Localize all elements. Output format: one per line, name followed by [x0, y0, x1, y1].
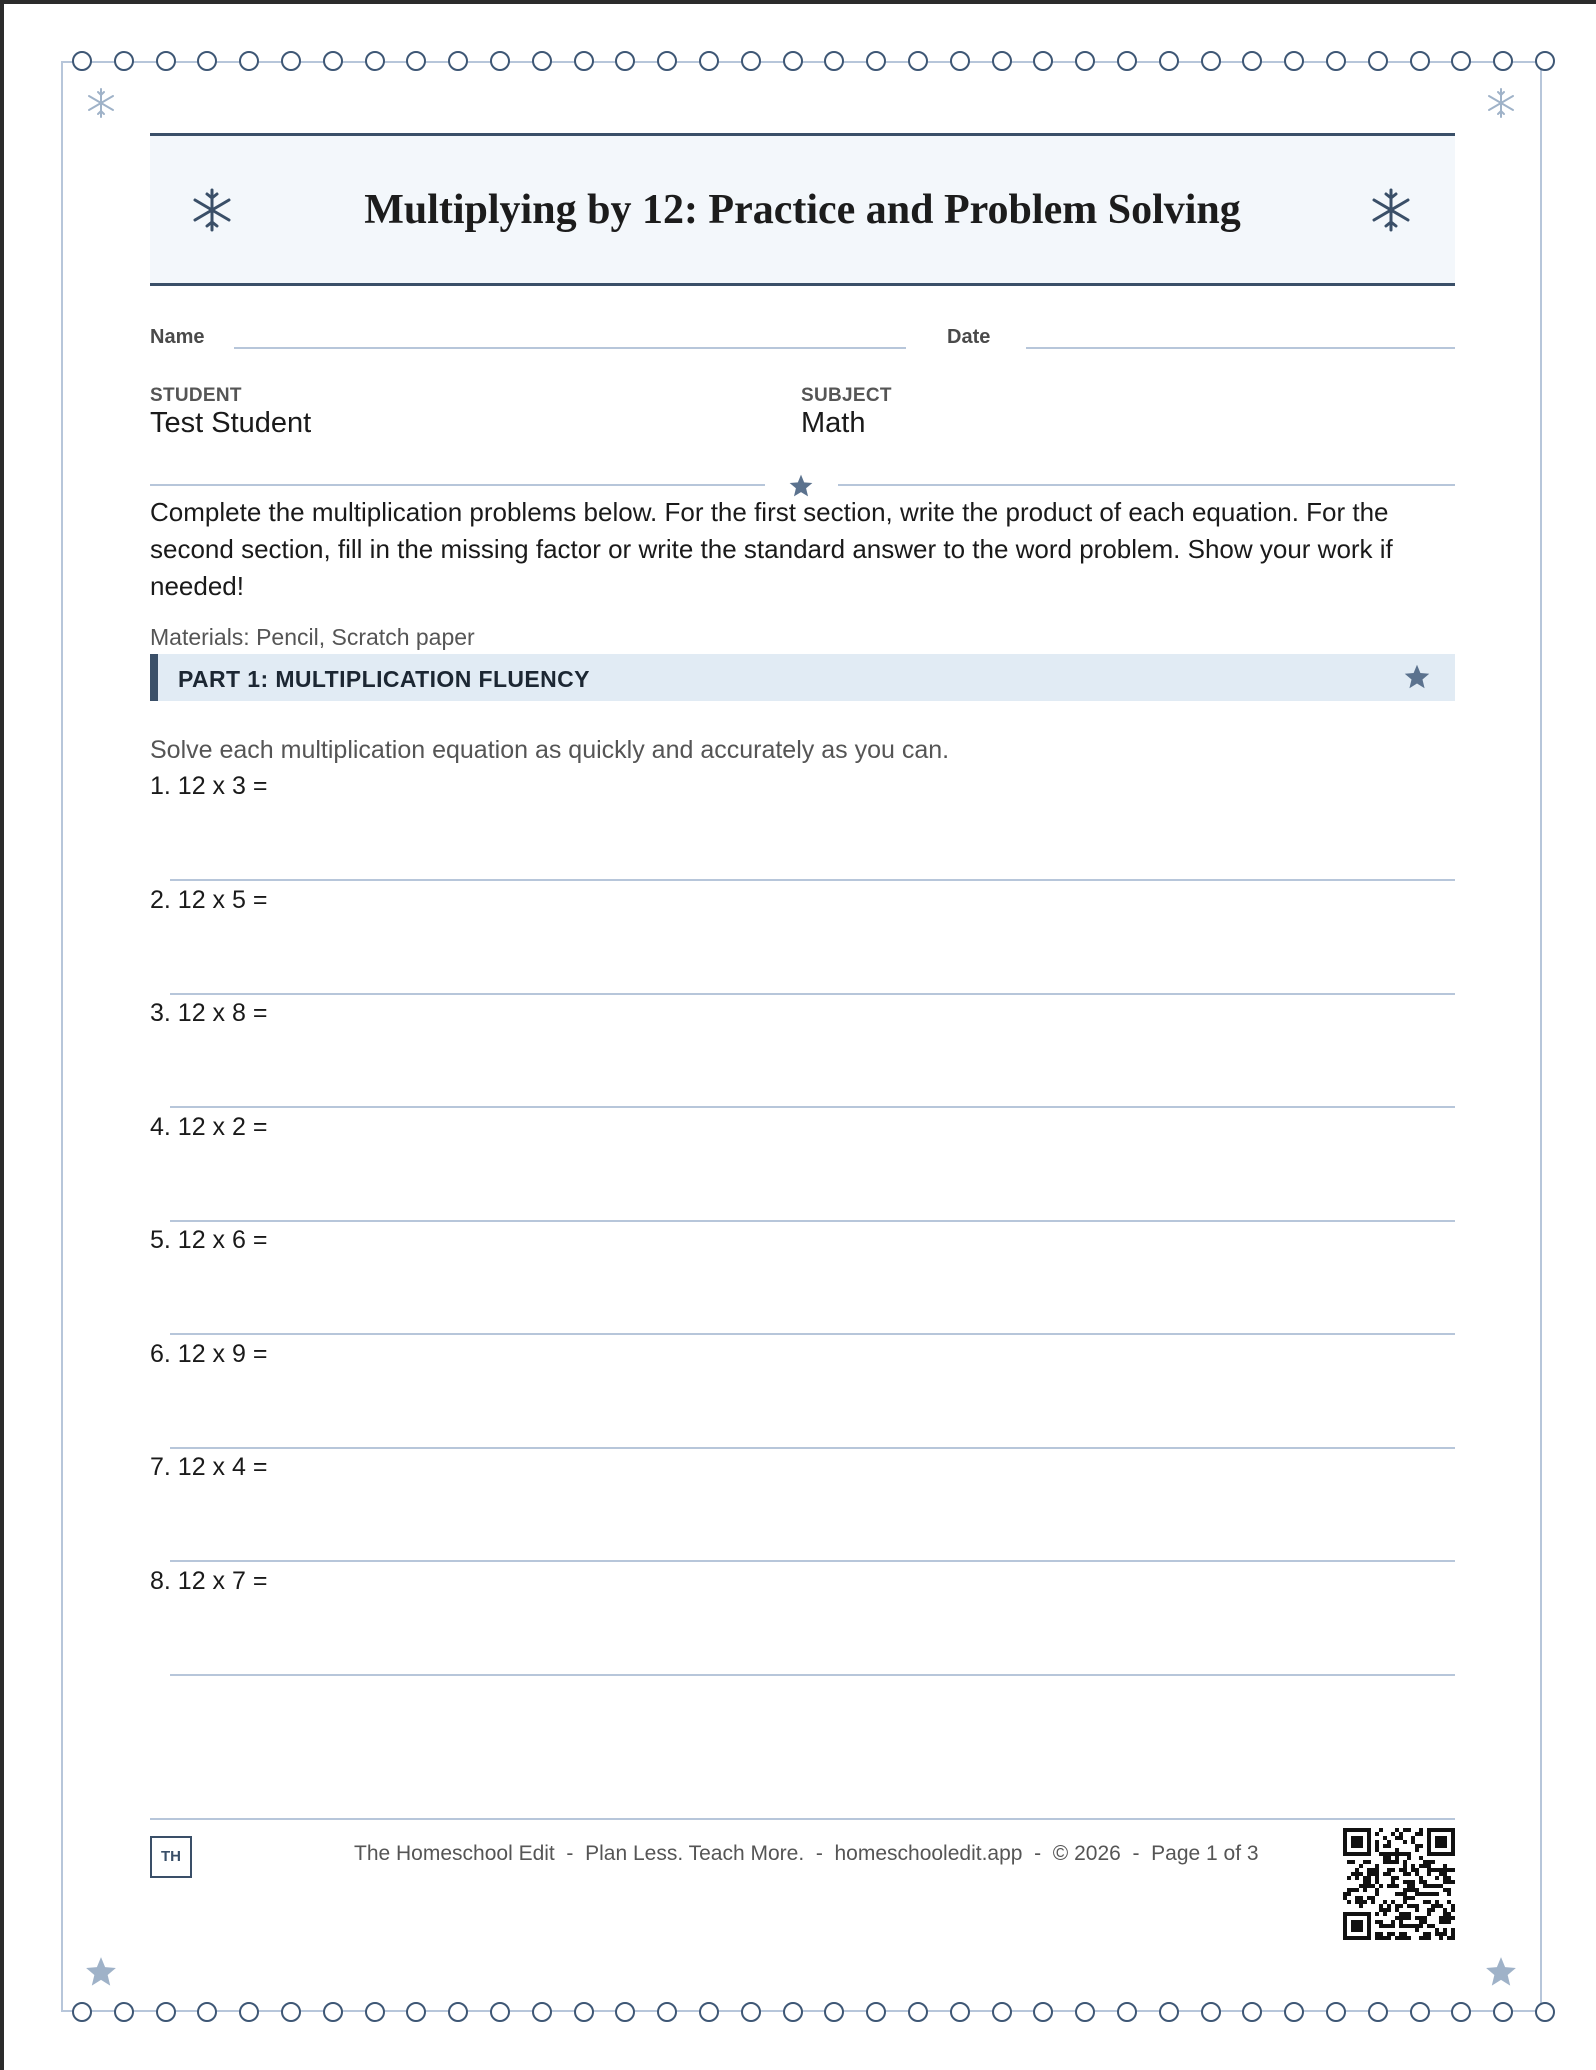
ring-ornament — [1451, 2002, 1471, 2022]
ring-ornament — [197, 51, 217, 71]
answer-line[interactable] — [170, 1674, 1455, 1676]
ring-ornament — [699, 51, 719, 71]
ring-ornament — [657, 51, 677, 71]
subject-value: Math — [801, 407, 866, 439]
materials-text: Materials: Pencil, Scratch paper — [150, 624, 475, 650]
ring-ornament — [239, 51, 259, 71]
ring-ornament — [824, 51, 844, 71]
ring-ornament — [1159, 2002, 1179, 2022]
problem-label: 5. 12 x 6 = — [150, 1226, 268, 1254]
problem-label: 3. 12 x 8 = — [150, 999, 268, 1027]
page-border — [61, 61, 1542, 2012]
ring-ornament — [1535, 2002, 1555, 2022]
ring-ornament — [1117, 51, 1137, 71]
ring-ornament — [574, 51, 594, 71]
ring-ornament — [1075, 2002, 1095, 2022]
footer-text: The Homeschool Edit - Plan Less. Teach More. - homeschooledit.app - © 2026 - Page 1 of 3 — [354, 1842, 1259, 1865]
ring-ornament — [1410, 51, 1430, 71]
ring-ornament — [908, 2002, 928, 2022]
problem-label: 6. 12 x 9 = — [150, 1339, 268, 1368]
window-left-edge — [0, 0, 4, 2070]
student-value: Test Student — [150, 407, 312, 439]
star-icon — [1403, 663, 1431, 691]
date-label: Date — [947, 326, 991, 348]
ring-ornament — [1117, 2002, 1137, 2022]
ring-border-bottom — [0, 2002, 1596, 2026]
subject-label: SUBJECT — [801, 385, 892, 406]
ring-ornament — [1075, 51, 1095, 71]
ring-ornament — [1033, 51, 1053, 71]
ring-ornament — [490, 51, 510, 71]
ring-ornament — [1535, 51, 1555, 71]
ring-ornament — [406, 51, 426, 71]
section-intro: Solve each multiplication equation as quickly and accurately as you can. — [150, 736, 950, 764]
answer-line[interactable] — [170, 1447, 1455, 1449]
corner-star-icon — [1484, 1955, 1518, 1989]
divider-right — [838, 484, 1455, 486]
ring-ornament — [699, 2002, 719, 2022]
ring-ornament — [1326, 2002, 1346, 2022]
page-title: Multiplying by 12: Practice and Problem Solving — [364, 187, 1241, 233]
answer-line[interactable] — [170, 879, 1455, 881]
ring-ornament — [741, 2002, 761, 2022]
ring-ornament — [448, 2002, 468, 2022]
section-title: PART 1: MULTIPLICATION FLUENCY — [178, 666, 590, 692]
ring-ornament — [281, 51, 301, 71]
ring-ornament — [323, 2002, 343, 2022]
ring-ornament — [365, 2002, 385, 2022]
name-field[interactable] — [234, 347, 906, 349]
ring-ornament — [866, 2002, 886, 2022]
title-banner — [150, 133, 1455, 286]
problem-label: 8. 12 x 7 = — [150, 1566, 268, 1595]
section-header — [150, 654, 1455, 701]
ring-ornament — [783, 2002, 803, 2022]
brand-logo: TH — [150, 1836, 192, 1878]
corner-snowflake-icon — [85, 87, 117, 119]
ring-ornament — [281, 2002, 301, 2022]
name-label: Name — [150, 326, 205, 348]
ring-ornament — [657, 2002, 677, 2022]
ring-ornament — [156, 51, 176, 71]
answer-line[interactable] — [170, 993, 1455, 995]
ring-ornament — [532, 51, 552, 71]
ring-ornament — [1201, 51, 1221, 71]
qr-code-icon — [1343, 1828, 1455, 1940]
problem-label: 7. 12 x 4 = — [150, 1453, 268, 1481]
ring-border-top — [0, 51, 1596, 75]
problem-label: 1. 12 x 3 = — [150, 772, 268, 800]
ring-ornament — [783, 51, 803, 71]
ring-ornament — [824, 2002, 844, 2022]
window-top-edge — [0, 0, 1596, 4]
problem-label: 4. 12 x 2 = — [150, 1112, 268, 1141]
ring-ornament — [1451, 51, 1471, 71]
ring-ornament — [532, 2002, 552, 2022]
ring-ornament — [114, 2002, 134, 2022]
ring-ornament — [615, 2002, 635, 2022]
ring-ornament — [741, 51, 761, 71]
corner-snowflake-icon — [1485, 87, 1517, 119]
divider-left — [150, 484, 765, 486]
snowflake-icon — [1369, 188, 1413, 232]
student-label: STUDENT — [150, 385, 242, 406]
ring-ornament — [992, 2002, 1012, 2022]
ring-ornament — [1033, 2002, 1053, 2022]
ring-ornament — [239, 2002, 259, 2022]
footer-divider — [150, 1818, 1455, 1820]
ring-ornament — [1368, 2002, 1388, 2022]
ring-ornament — [1242, 51, 1262, 71]
ring-ornament — [950, 2002, 970, 2022]
ring-ornament — [1242, 2002, 1262, 2022]
ring-ornament — [448, 51, 468, 71]
ring-ornament — [1201, 2002, 1221, 2022]
ring-ornament — [72, 2002, 92, 2022]
ring-ornament — [1410, 2002, 1430, 2022]
ring-ornament — [114, 51, 134, 71]
instructions-text: Complete the multiplication problems below. For the first section, write the product of each equation. For the second section, fill in the missing factor or write the standard answer to the word problem. Show your work if needed! — [150, 497, 1393, 601]
answer-line[interactable] — [170, 1220, 1455, 1222]
ring-ornament — [1326, 51, 1346, 71]
date-field[interactable] — [1026, 347, 1455, 349]
ring-ornament — [323, 51, 343, 71]
ring-ornament — [1159, 51, 1179, 71]
answer-line[interactable] — [170, 1333, 1455, 1335]
ring-ornament — [72, 51, 92, 71]
answer-line[interactable] — [170, 1106, 1455, 1108]
ring-ornament — [406, 2002, 426, 2022]
ring-ornament — [950, 51, 970, 71]
ring-ornament — [1284, 51, 1304, 71]
ring-ornament — [197, 2002, 217, 2022]
problem-label: 2. 12 x 5 = — [150, 885, 268, 914]
ring-ornament — [1284, 2002, 1304, 2022]
answer-line[interactable] — [170, 1560, 1455, 1562]
ring-ornament — [156, 2002, 176, 2022]
ring-ornament — [992, 51, 1012, 71]
corner-star-icon — [84, 1955, 118, 1989]
ring-ornament — [615, 51, 635, 71]
ring-ornament — [1368, 51, 1388, 71]
ring-ornament — [490, 2002, 510, 2022]
ring-ornament — [908, 51, 928, 71]
ring-ornament — [365, 51, 385, 71]
ring-ornament — [574, 2002, 594, 2022]
ring-ornament — [866, 51, 886, 71]
ring-ornament — [1493, 51, 1513, 71]
ring-ornament — [1493, 2002, 1513, 2022]
